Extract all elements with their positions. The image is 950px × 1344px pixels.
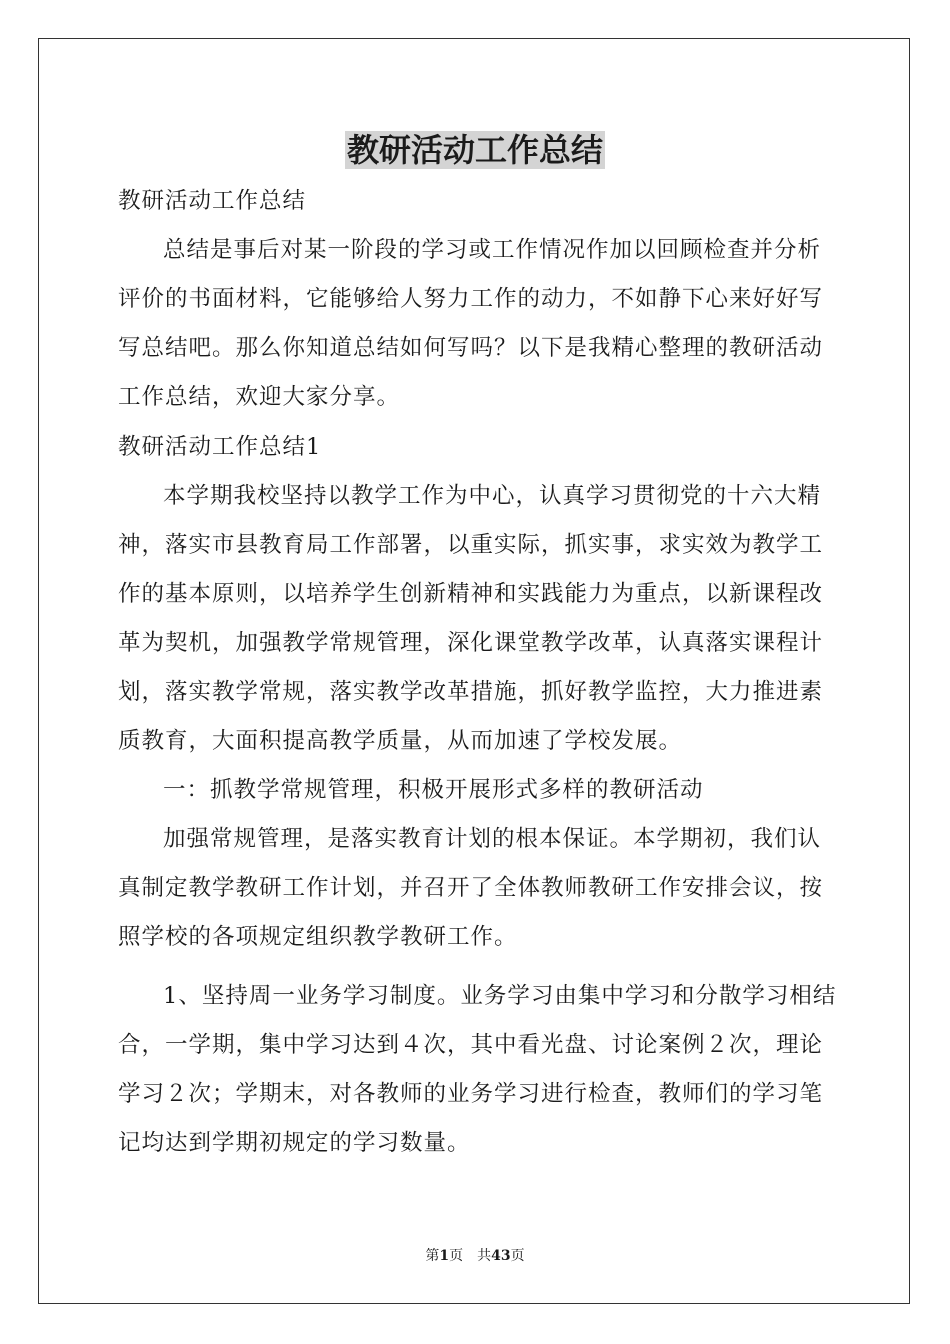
body-paragraph: 本学期我校坚持以教学工作为中心，认真学习贯彻党的十六大精神，落实市县教育局工作部署，以重实际，抓实事，求实效为教学工作的基本原则，以培养学生创新精神和实践能力为重点，以新课程改革为契机，加强教学常规管理，深化课堂教学改革，认真落实课程计划，落实教学常规，落实教学改革措施，抓好教学监控，大力推进素质教育，大面积提高教学质量，从而加速了学校发展。 — [118, 483, 824, 754]
page-number: 1 — [439, 1248, 450, 1264]
paragraph-spacer — [118, 962, 838, 972]
body-paragraph: 1、坚持周一业务学习制度。业务学习由集中学习和分散学习相结合，一学期，集中学习达到４次，其中看光盘、讨论案例２次，理论学习２次；学期末，对各教师的业务学习进行检查，教师们的学习笔记均达到学期初规定的学习数量。 — [118, 983, 837, 1156]
section-title: 教研活动工作总结1 — [118, 434, 322, 460]
page-footer — [0, 1246, 950, 1266]
document-subtitle: 教研活动工作总结 — [118, 188, 307, 214]
page-total: 43 — [491, 1248, 511, 1264]
subsection-heading: 一：抓教学常规管理，积极开展形式多样的教研活动 — [163, 777, 704, 803]
page-prefix: 第 — [425, 1248, 440, 1264]
body-paragraph: 加强常规管理，是落实教育计划的根本保证。本学期初，我们认真制定教学教研工作计划，并召开了全体教师教研工作安排会议，按照学校的各项规定组织教学教研工作。 — [118, 826, 824, 950]
document-title-text: 教研活动工作总结 — [346, 131, 603, 169]
total-prefix: 共 — [477, 1248, 492, 1264]
document-title — [0, 128, 950, 172]
total-suffix: 页 — [510, 1248, 525, 1264]
page-suffix: 页 — [449, 1248, 464, 1264]
document-body — [118, 176, 838, 1168]
intro-paragraph: 总结是事后对某一阶段的学习或工作情况作加以回顾检查并分析评价的书面材料，它能够给人努力工作的动力，不如静下心来好好写写总结吧。那么你知道总结如何写吗？以下是我精心整理的教研活动工作总结，欢迎大家分享。 — [118, 237, 824, 410]
